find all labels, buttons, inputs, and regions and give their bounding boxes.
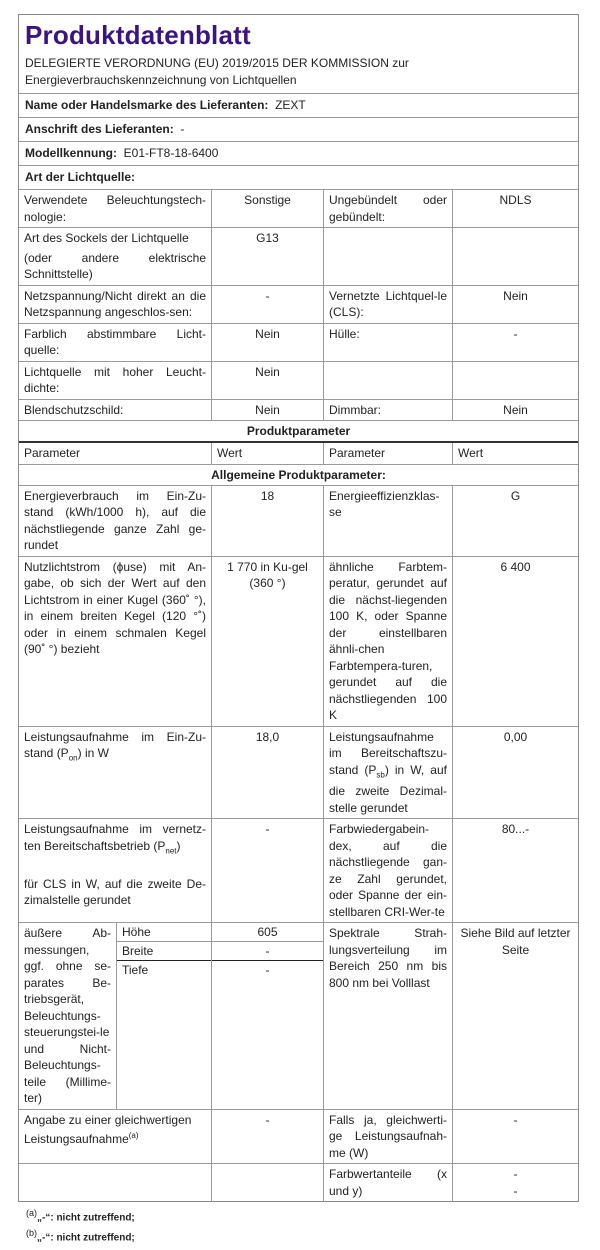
section-heading-general-parameters: Allgemeine Produktparameter: <box>19 465 578 486</box>
param-value: 80...- <box>501 822 530 837</box>
param-value: 1 770 in Ku-gel (360 °) <box>212 557 324 726</box>
param-value: Nein <box>503 288 528 303</box>
param-label: Spektrale Strah-lungsverteilung im Bereich 250 nm bis 800 nm bei Volllast <box>324 923 453 1109</box>
column-header-row <box>19 443 578 465</box>
column-header: Wert <box>212 443 324 464</box>
param-label: Verwendete Beleuchtungstech-nologie: <box>19 190 212 227</box>
param-label: Energieverbrauch im Ein-Zu-stand (kWh/1000 h), auf die nächstliegende ganze Zahl ge-rundet <box>19 486 212 556</box>
param-label: Leistungsaufnahme im Bereitschaftszu-stand $(P_{sb})$ in W, auf die zweite Dezimal-stelle gerundet <box>324 727 453 819</box>
table-row <box>19 324 578 362</box>
dimension-height-label: Höhe <box>117 923 211 942</box>
table-row <box>19 727 578 820</box>
dimensions-row <box>19 923 578 1110</box>
dimension-depth-label: Tiefe <box>122 963 149 978</box>
param-label: ähnliche Farbtem-peratur, gerundet auf die nächst-liegenden 100 K, oder Spanne der einstellbaren ähnli-chen Farbtempera-turen, gerundet auf die nächstliegenden 100 K <box>324 557 453 726</box>
param-value: - - <box>513 1167 518 1198</box>
param-label: Lichtquelle mit hoher Leucht-dichte: <box>19 362 212 399</box>
supplier-value: ZEXT <box>275 98 306 112</box>
column-header: Parameter <box>19 443 212 464</box>
regulation-subtitle <box>19 55 578 93</box>
table-row <box>19 400 578 422</box>
param-label: Blendschutzschild: <box>19 400 212 421</box>
dimension-values <box>212 923 324 1109</box>
dimensions-label: äußere Ab-messungen, ggf. ohne se-parates Be-triebsgerät, Beleuchtungs-steuerungstei-le und Nicht-Beleuchtungs-teile (Millime-ter) <box>19 923 117 1109</box>
address-label: Anschrift des Lieferanten: <box>25 122 174 136</box>
table-row <box>19 1164 578 1201</box>
subtitle-line-1: DELEGIERTE VERORDNUNG (EU) 2019/2015 DER KOMMISSION zur <box>25 56 409 70</box>
param-value: 18,0 <box>212 727 324 819</box>
param-label <box>19 1164 212 1201</box>
param-label: Energieeffizienzklas-se <box>324 486 453 556</box>
table-row <box>19 557 578 727</box>
param-label: Farblich abstimmbare Licht-quelle: <box>19 324 212 361</box>
param-label: Farbwiedergabein-dex, auf die nächstliegende gan-ze Zahl gerundet, oder Spanne der ein-stellbaren CRI-Wer-te <box>324 819 453 922</box>
param-label: Farbwertanteile (x und y) <box>324 1164 453 1201</box>
param-value: Nein <box>212 362 324 399</box>
supplier-label: Name oder Handelsmarke des Lieferanten: <box>25 98 269 112</box>
model-label: Modellkennung: <box>25 146 117 160</box>
param-label: Leistungsaufnahme im Ein-Zu-stand $(P_{on})$ in W <box>19 727 212 819</box>
param-label: Nutzlichtstrom (ϕuse) mit An-gabe, ob sich der Wert auf den Lichtstrom in einer Kugel (360˚ °), in einem breiten Kegel (120 °˚) oder in einem schmalen Kegel (90˚ °) bezieht <box>19 557 212 726</box>
section-heading-product-parameters: Produktparameter <box>19 421 578 443</box>
param-value: Nein <box>503 402 528 417</box>
table-row <box>19 1110 578 1165</box>
footnote-b: $^{(b)}$„-“: nicht zutreffend; <box>26 1228 135 1244</box>
table-row <box>19 286 578 324</box>
dimension-width-value: - <box>212 942 323 961</box>
address-value: - <box>180 122 185 136</box>
dimension-height-value: 605 <box>212 923 323 942</box>
param-value: - <box>212 1110 324 1164</box>
light-type-heading: Art der Lichtquelle: <box>25 170 136 184</box>
param-value: G13 <box>212 228 324 285</box>
param-label <box>324 228 453 285</box>
param-label: Ungebündelt oder gebündelt: <box>324 190 453 227</box>
param-value: - <box>513 326 518 341</box>
param-value <box>453 228 578 285</box>
param-label: Netzspannung/Nicht direkt an die Netzspannung angeschlos-sen: <box>19 286 212 323</box>
param-value: 18 <box>212 486 324 556</box>
footnote-a: $^{(a)}$„-“: nicht zutreffend; <box>26 1208 135 1224</box>
light-type-heading-row <box>19 166 578 190</box>
param-value: - <box>212 819 324 922</box>
param-label <box>324 362 453 399</box>
param-label: Falls ja, gleichwerti-ge Leistungsaufnah-me (W) <box>324 1110 453 1164</box>
param-label <box>19 228 212 285</box>
param-value <box>212 1164 324 1201</box>
subtitle-line-2: Energieverbrauchskennzeichnung von Lichtquellen <box>25 73 297 87</box>
dimension-names <box>117 923 212 1109</box>
param-value: 0,00 <box>503 729 528 744</box>
model-row <box>19 142 578 166</box>
table-row <box>19 362 578 400</box>
address-row <box>19 118 578 142</box>
model-value: E01-FT8-18-6400 <box>123 146 219 160</box>
title-row <box>19 15 578 94</box>
table-row <box>19 486 578 557</box>
param-value: G <box>510 488 521 503</box>
table-row <box>19 190 578 228</box>
dimension-width-label: Breite <box>117 942 211 961</box>
table-row <box>19 819 578 923</box>
param-value: 6 400 <box>500 559 531 574</box>
param-label: Hülle: <box>324 324 453 361</box>
param-label: Dimmbar: <box>324 400 453 421</box>
column-header: Parameter <box>324 443 453 464</box>
param-label: Leistungsaufnahme im vernetz-ten Bereitschaftsbetrieb $(P_{net})$ für CLS in W, auf die zweite De-zimalstelle gerundet <box>19 819 212 922</box>
supplier-row <box>19 94 578 118</box>
socket-label: Art des Sockels der Lichtquelle <box>24 231 189 245</box>
column-header: Wert <box>458 446 484 460</box>
param-value: - <box>212 286 324 323</box>
page-title: Produktdatenblatt <box>25 20 251 50</box>
table-row <box>19 228 578 286</box>
param-value: Sonstige <box>212 190 324 227</box>
dimension-depth-value: - <box>265 963 270 978</box>
param-value: NDLS <box>499 193 532 207</box>
param-value: Siehe Bild auf letzter Seite <box>460 926 571 957</box>
param-value: - <box>513 1112 518 1127</box>
product-data-sheet <box>18 14 579 1202</box>
param-value: Nein <box>212 400 324 421</box>
param-label: Angabe zu einer gleichwertigen Leistungsaufnahme$^{(a)}$ <box>19 1110 212 1164</box>
param-value: Nein <box>212 324 324 361</box>
param-value <box>453 362 578 399</box>
param-label: Vernetzte Lichtquel-le (CLS): <box>324 286 453 323</box>
socket-label-note: (oder andere elektrische Schnittstelle) <box>24 250 206 281</box>
